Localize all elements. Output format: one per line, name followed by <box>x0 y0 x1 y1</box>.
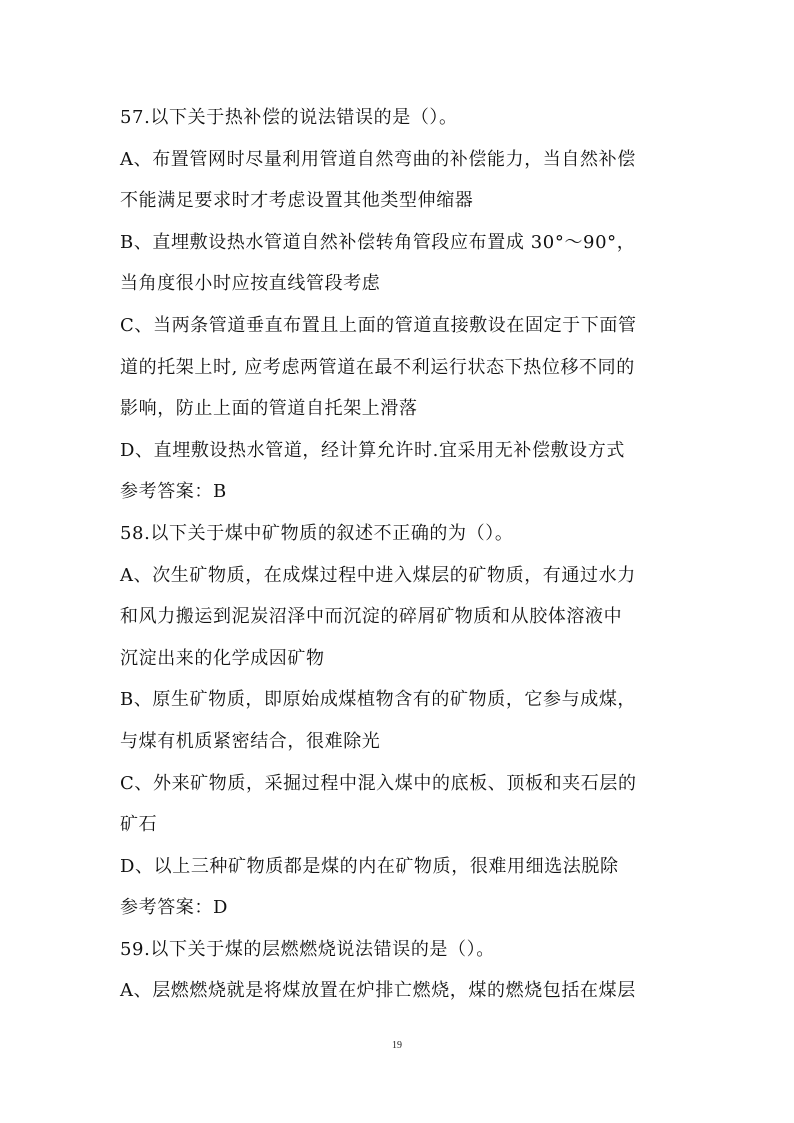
question-59-stem: 59.以下关于煤的层燃燃烧说法错误的是（）。 <box>120 938 495 960</box>
question-57-answer: 参考答案：B <box>120 481 227 503</box>
question-57-option-c-cont: 影响，防止上面的管道自托架上滑落 <box>120 398 418 420</box>
question-57-option-b-cont: 当角度很小时应按直线管段考虑 <box>120 273 381 295</box>
question-58-answer: 参考答案：D <box>120 897 229 919</box>
question-58-option-a-cont: 和风力搬运到泥炭沼泽中而沉淀的碎屑矿物质和从胶体溶液中 <box>120 606 623 628</box>
question-57-option-c: C、当两条管道垂直布置且上面的管道直接敷设在固定于下面管 <box>120 314 637 336</box>
question-58-option-a-cont: 沉淀出来的化学成因矿物 <box>120 647 325 669</box>
question-57-option-b: B、直埋敷设热水管道自然补偿转角管段应布置成 30°～90°， <box>120 231 636 253</box>
question-58-option-d: D、以上三种矿物质都是煤的内在矿物质，很难用细选法脱除 <box>120 855 619 877</box>
question-58-option-b: B、原生矿物质，即原始成煤植物含有的矿物质，它参与成煤， <box>120 689 637 711</box>
question-59-option-a: A、层燃燃烧就是将煤放置在炉排亡燃烧，煤的燃烧包括在煤层 <box>120 980 636 1002</box>
question-57-option-a-cont: 不能满足要求时才考虑设置其他类型伸缩器 <box>120 190 474 212</box>
question-57-option-d: D、直埋敷设热水管道，经计算允许时.宜采用无补偿敷设方式 <box>120 439 625 461</box>
question-57-stem: 57.以下关于热补偿的说法错误的是（）。 <box>120 107 458 128</box>
page-number: 19 <box>392 1040 402 1051</box>
question-58-option-a: A、次生矿物质，在成煤过程中进入煤层的矿物质，有通过水力 <box>120 564 636 586</box>
question-58-option-b-cont: 与煤有机质紧密结合，很难除光 <box>120 730 381 752</box>
question-57-option-c-cont: 道的托架上时, 应考虑两管道在最不利运行状态下热位移不同的 <box>120 356 635 378</box>
question-58-option-c-cont: 矿石 <box>120 814 158 836</box>
page-content <box>120 97 680 1012</box>
question-57-option-a: A、布置管网时尽量利用管道自然弯曲的补偿能力，当自然补偿 <box>120 148 636 170</box>
question-58-stem: 58.以下关于煤中矿物质的叙述不正确的为（）。 <box>120 522 514 544</box>
question-58-option-c: C、外来矿物质，采掘过程中混入煤中的底板、顶板和夹石层的 <box>120 772 637 794</box>
